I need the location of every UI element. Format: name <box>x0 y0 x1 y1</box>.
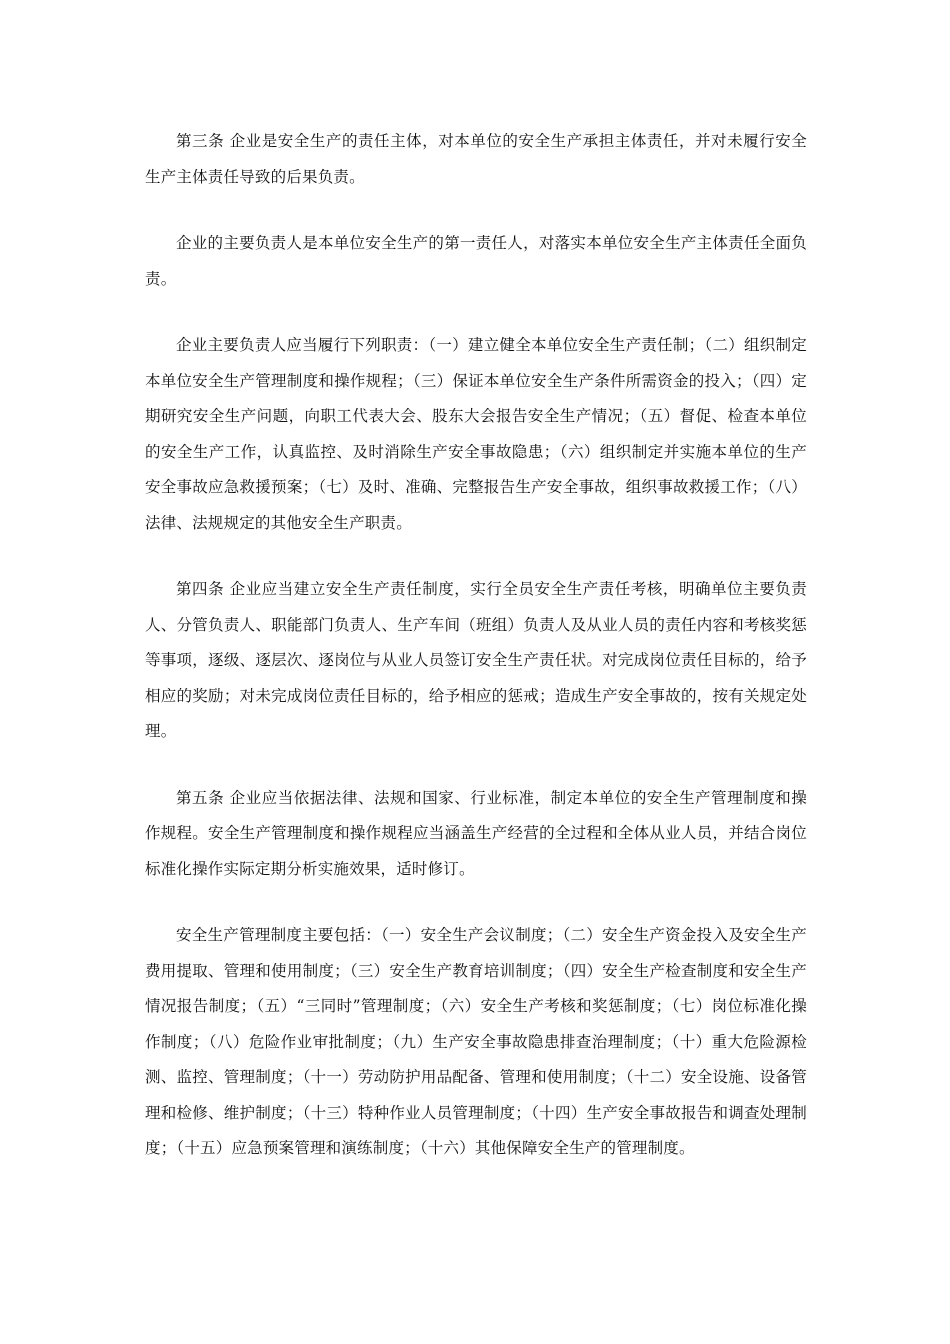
management-systems-paragraph: 安全生产管理制度主要包括：（一）安全生产会议制度；（二）安全生产资金投入及安全生产费用提取、管理和使用制度；（三）安全生产教育培训制度；（四）安全生产检查制度和安全生产情况报告制度；（五）“三同时”管理制度；（六）安全生产考核和奖惩制度；（七）岗位标准化操作制度；（八）危险作业审批制度；（九）生产安全事故隐患排查治理制度；（十）重大危险源检测、监控、管理制度；（十一）劳动防护用品配备、管理和使用制度；（十二）安全设施、设备管理和检修、维护制度；（十三）特种作业人员管理制度；（十四）生产安全事故报告和调查处理制度；（十五）应急预案管理和演练制度；（十六）其他保障安全生产的管理制度。 <box>145 926 807 1157</box>
article-4-paragraph: 第四条 企业应当建立安全生产责任制度，实行全员安全生产责任考核，明确单位主要负责人、分管负责人、职能部门负责人、生产车间（班组）负责人及从业人员的责任内容和考核奖惩等事项，逐级、逐层次、逐岗位与从业人员签订安全生产责任状。对完成岗位责任目标的，给予相应的奖励；对未完成岗位责任目标的，给予相应的惩戒；造成生产安全事故的，按有关规定处理。 <box>145 580 807 740</box>
article-3-paragraph: 第三条 企业是安全生产的责任主体，对本单位的安全生产承担主体责任，并对未履行安全生产主体责任导致的后果负责。 <box>145 132 807 186</box>
principal-responsibility-paragraph: 企业的主要负责人是本单位安全生产的第一责任人，对落实本单位安全生产主体责任全面负责。 <box>145 234 807 288</box>
document-body <box>145 124 807 1198</box>
principal-duties-paragraph: 企业主要负责人应当履行下列职责：（一）建立健全本单位安全生产责任制；（二）组织制定本单位安全生产管理制度和操作规程；（三）保证本单位安全生产条件所需资金的投入；（四）定期研究安全生产问题，向职工代表大会、股东大会报告安全生产情况；（五）督促、检查本单位的安全生产工作，认真监控、及时消除生产安全事故隐患；（六）组织制定并实施本单位的生产安全事故应急救援预案；（七）及时、准确、完整报告生产安全事故，组织事故救援工作；（八）法律、法规规定的其他安全生产职责。 <box>145 336 807 532</box>
article-5-paragraph: 第五条 企业应当依据法律、法规和国家、行业标准，制定本单位的安全生产管理制度和操作规程。安全生产管理制度和操作规程应当涵盖生产经营的全过程和全体从业人员，并结合岗位标准化操作实际定期分析实施效果，适时修订。 <box>145 788 807 878</box>
